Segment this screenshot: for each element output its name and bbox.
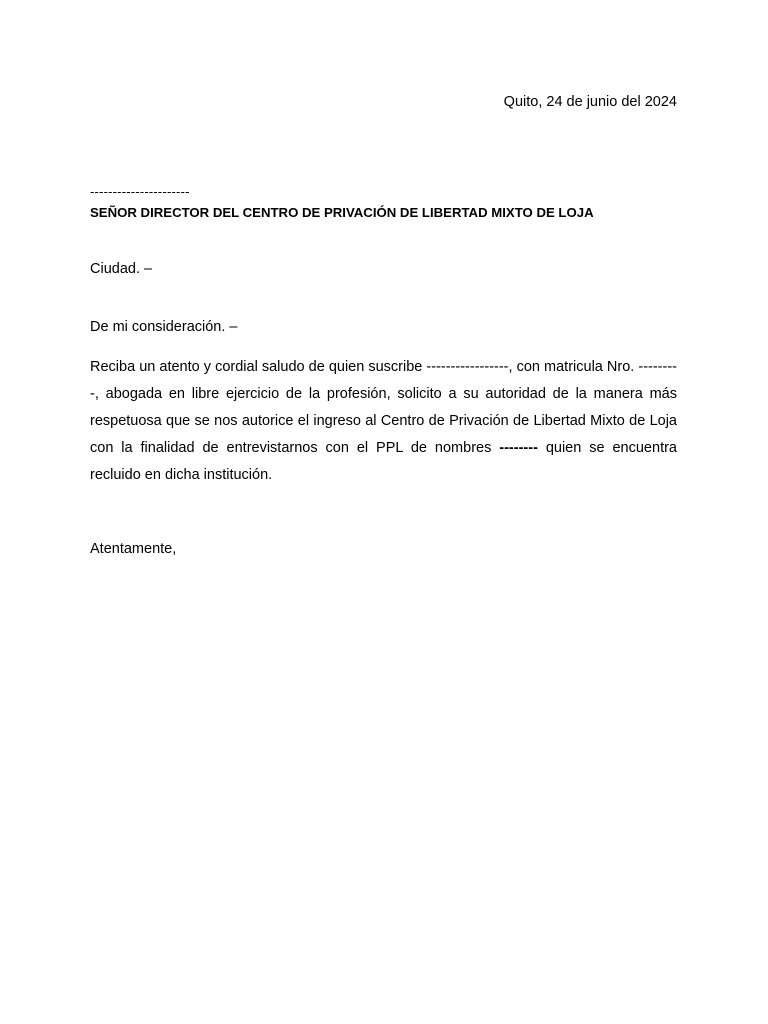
body-text-part1: Reciba un atento y cordial saludo de quien suscribe -----------------, con matricula Nro. ---------, abogada en libre ejercicio de la profesión, solicito a su autoridad de la manera más respetuosa que se nos autorice el ingreso al Centro de Privación de Libertad Mixto de Loja con la finalidad de entrevistarnos con el PPL de nombres [90, 359, 677, 456]
recipient-name-placeholder: ---------------------- [90, 184, 190, 199]
letter-date: Quito, 24 de junio del 2024 [503, 94, 677, 110]
recipient-title: SEÑOR DIRECTOR DEL CENTRO DE PRIVACIÓN DE LIBERTAD MIXTO DE LOJA [90, 205, 594, 220]
inmate-name-placeholder: -------- [499, 440, 538, 456]
body-paragraph [90, 354, 677, 489]
body-text-part2: quien se encuentra recluido en dicha institución. [90, 440, 677, 483]
closing-line: Atentamente, [90, 541, 177, 557]
greeting-line: De mi consideración. – [90, 319, 238, 335]
city-line: Ciudad. – [90, 261, 153, 277]
